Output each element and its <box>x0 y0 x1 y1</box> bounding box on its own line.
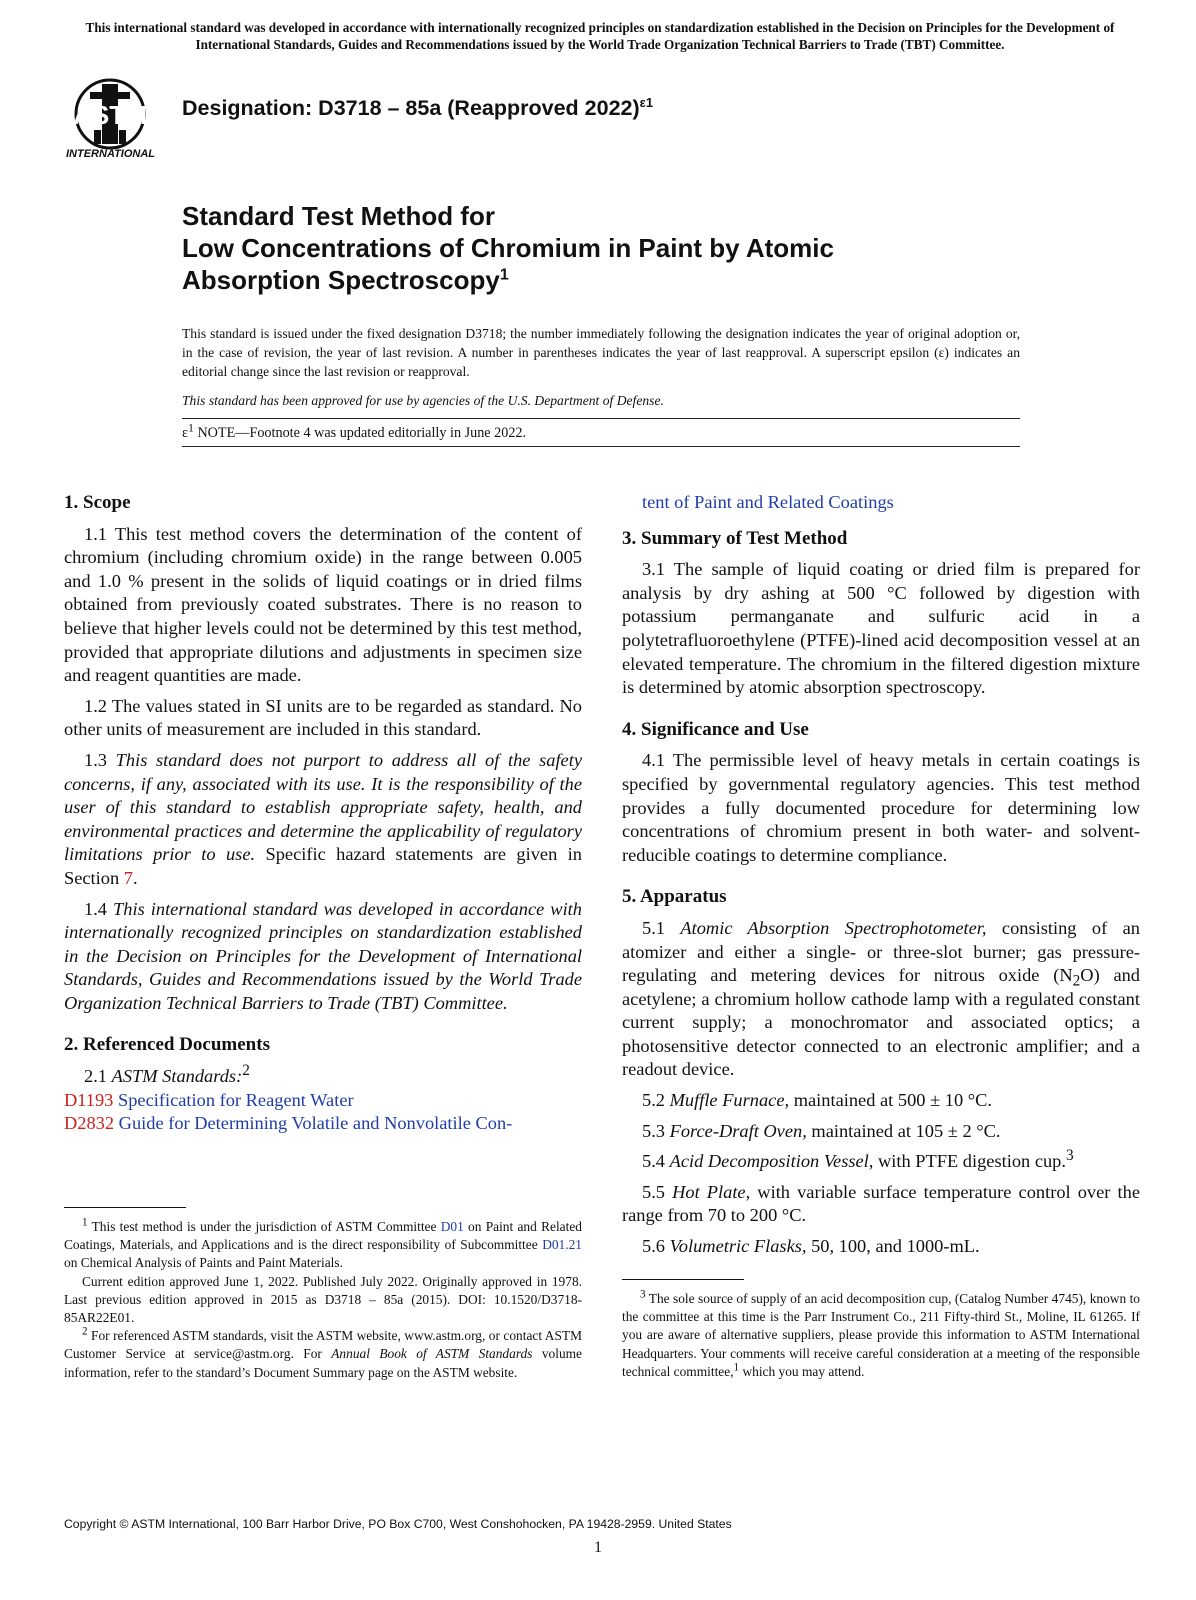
para-5-6 <box>622 1235 1140 1259</box>
para-5-1-b: O) and acetylene; a chromium hollow cathode lamp with a regulated constant current supply; a monochromator and associated optics; a photosensitive detector connected to an electronic amplifier; and a readout device. <box>622 965 1140 1080</box>
para-2-1-sup: 2 <box>242 1061 250 1079</box>
footnote-2-a: For referenced ASTM standards, visit the ASTM website, www.astm.org, or contact ASTM Customer Service at service@astm.org. For <box>64 1328 582 1362</box>
para-5-5-num: 5.5 <box>642 1181 673 1202</box>
logo-label: INTERNATIONAL <box>66 148 156 160</box>
left-footnote-rule <box>64 1207 186 1208</box>
ref-d2832[interactable] <box>64 1112 582 1136</box>
section-4-heading: 4. Significance and Use <box>622 718 809 740</box>
para-1-3-num: 1.3 <box>84 749 116 770</box>
para-1-2: 1.2 The values stated in SI units are to be regarded as standard. No other units of measurement are included in this standard. <box>64 695 582 740</box>
designation-epsilon: ε1 <box>639 94 654 110</box>
footnote-2-sup: 2 <box>82 1325 88 1338</box>
designation <box>182 96 653 121</box>
para-2-1-italic: ASTM Standards: <box>111 1066 243 1087</box>
para-5-5-text: with variable surface temperature control over the range from 70 to 200 °C. <box>622 1181 1140 1226</box>
para-5-5-italic: Hot Plate, <box>672 1181 751 1202</box>
footnote-2-italic: Annual Book of ASTM Standards <box>331 1346 533 1362</box>
footnote-1-sup: 1 <box>82 1216 88 1229</box>
logo-wordmark: ASTM <box>73 100 147 130</box>
document-title <box>182 200 834 296</box>
para-5-3-italic: Force-Draft Oven, <box>669 1120 807 1141</box>
copyright-notice: Copyright © ASTM International, 100 Barr Harbor Drive, PO Box C700, West Conshohocken, PA 19428-2959. United States <box>64 1517 732 1531</box>
footnote-3-a: The sole source of supply of an acid decomposition cup, (Catalog Number 4745), known to the committee at this time is the Parr Instrument Co., 211 Fifty-third St., Moline, IL 61265. If you are aware of alternative suppliers, please provide this information to ASTM International Headquarters. Your comments will receive careful consideration at a meeting of the responsible technical committee, <box>622 1291 1140 1379</box>
para-2-1 <box>64 1061 582 1089</box>
para-5-1-sub: 2 <box>1072 972 1081 990</box>
para-1-3 <box>64 749 582 891</box>
para-5-3-num: 5.3 <box>642 1120 670 1141</box>
para-1-4-num: 1.4 <box>84 898 114 919</box>
footnote-1-b: on Paint and Related Coatings, Materials, and Applications and is the direct responsibility of Subcommittee <box>64 1219 582 1253</box>
para-5-1-italic: Atomic Absorption Spectrophotometer, <box>680 917 987 938</box>
para-5-2-italic: Muffle Furnace, <box>669 1090 790 1111</box>
para-3-1: 3.1 The sample of liquid coating or dried film is prepared for analysis by dry ashing at 500 °C followed by digestion with potassium permanganate and sulfuric acid in a polytetrafluoroethylene (PTFE)-lined acid decomposition vessel at an elevated temperature. The chromium in the filtered digestion mixture is determined by atomic absorption spectroscopy. <box>622 559 1140 698</box>
ref-d1193-code[interactable]: D1193 <box>64 1089 114 1110</box>
para-5-3-text: maintained at 105 ± 2 °C. <box>806 1120 1001 1141</box>
footnote-1-a: This test method is under the jurisdiction of ASTM Committee <box>87 1219 441 1234</box>
committee-d01-link[interactable]: D01 <box>440 1219 464 1234</box>
footnote-1 <box>64 1218 582 1273</box>
astm-logo <box>64 70 170 168</box>
section-3-heading: 3. Summary of Test Method <box>622 527 848 549</box>
intro-paragraph: This standard is issued under the fixed designation D3718; the number immediately following the designation indicates the year of original adoption or, in the case of revision, the year of last revision. A number in parentheses indicates the year of last reapproval. A superscript epsilon (ε) indicates an editorial change since the last revision or reapproval. <box>182 326 1020 379</box>
editorial-note-symbol: ε <box>182 425 188 441</box>
footnote-2 <box>64 1327 582 1382</box>
para-1-3-tail: Specific hazard statements are given in Section <box>64 844 582 888</box>
footnote-2-b: volume information, refer to the standard’s Document Summary page on the ASTM website. <box>64 1346 583 1380</box>
para-5-2-num: 5.2 <box>642 1090 670 1111</box>
para-5-4-italic: Acid Decomposition Vessel, <box>669 1151 874 1172</box>
section-2-heading: 2. Referenced Documents <box>64 1034 270 1056</box>
footnote-1-edition: Current edition approved June 1, 2022. Published July 2022. Originally approved in 1978. Last previous edition approved in 2015 as D3718 – 85a (2015). DOI: 10.1520/D3718-85AR22E01. <box>64 1273 582 1326</box>
para-1-4-italic: This international standard was developed in accordance with internationally recognized principles on standardization established in the Decision on Principles for the Development of International Standards, Guides and Recommendations issued by the World Trade Organization Technical Barriers to Trade (TBT) Committee. <box>64 898 582 1013</box>
editorial-note-sup: 1 <box>187 420 194 435</box>
title-line-1: Standard Test Method for <box>182 201 495 231</box>
para-1-4 <box>64 898 582 1016</box>
para-5-5 <box>622 1181 1140 1228</box>
top-notice: This international standard was developed in accordance with internationally recognized principles on standardization established in the Decision on Principles for the Development of International Standards, Guides and Recommendations issued by the World Trade Organization Technical Barriers to Trade (TBT) Committee. <box>85 20 1115 52</box>
para-5-6-text: 50, 100, and 1000-mL. <box>806 1236 980 1257</box>
para-1-1: 1.1 This test method covers the determination of the content of chromium (including chromium oxide) in the range between 0.005 and 1.0 % present in the solids of liquid coatings or in dried films obtained from previously coated substrates. There is no reason to believe that higher levels could not be determined by this test method, provided that appropriate dilutions and adjustments in specimen size and reagent quantities are made. <box>64 523 582 686</box>
subcommittee-d01-21-link[interactable]: D01.21 <box>542 1237 582 1253</box>
page-number: 1 <box>594 1539 602 1556</box>
para-5-1 <box>622 917 1140 1082</box>
note-rule-top <box>182 418 1020 419</box>
para-5-2-text: maintained at 500 ± 10 °C. <box>789 1090 992 1111</box>
title-footnote-ref: 1 <box>499 266 509 284</box>
editorial-note <box>182 420 527 442</box>
ref-d1193[interactable] <box>64 1089 582 1113</box>
para-2-1-num: 2.1 <box>84 1066 112 1087</box>
editorial-note-text: NOTE—Footnote 4 was updated editorially in June 2022. <box>193 425 527 441</box>
right-footnote-rule <box>622 1279 744 1280</box>
para-5-1-a: consisting of an atomizer and either a single- or three-slot burner; gas pressure-regulating and metering devices for nitrous oxide (N <box>622 917 1140 986</box>
para-5-3 <box>622 1120 1140 1144</box>
section-1-heading: 1. Scope <box>64 492 131 513</box>
para-1-3-italic: This standard does not purport to address all of the safety concerns, if any, associated with its use. It is the responsibility of the user of this standard to establish appropriate safety, health, and environmental practices and determine the applicability of regulatory limitations prior to use. <box>64 749 582 865</box>
para-5-4-text: with PTFE digestion cup. <box>873 1151 1066 1172</box>
footnote-3-sup: 3 <box>640 1288 646 1301</box>
para-1-3-end: . <box>132 867 138 888</box>
para-4-1: 4.1 The permissible level of heavy metals in certain coatings is specified by governmental regulatory agencies. This test method provides a fully documented procedure for determining low concentrations of chromium present in both water- and solvent-reducible coatings to determine compliance. <box>622 750 1140 865</box>
footnote-1-c: on Chemical Analysis of Paints and Paint Materials. <box>64 1255 343 1271</box>
ref-d2832-code[interactable]: D2832 <box>64 1113 115 1134</box>
right-footnotes <box>622 1290 1140 1381</box>
para-5-6-italic: Volumetric Flasks, <box>669 1236 807 1257</box>
designation-text: Designation: D3718 – 85a (Reapproved 2022) <box>182 96 640 120</box>
para-5-4 <box>622 1147 1140 1174</box>
right-column <box>622 491 1140 1266</box>
para-5-4-num: 5.4 <box>642 1151 670 1172</box>
left-footnotes <box>64 1218 582 1382</box>
para-5-2 <box>622 1089 1140 1113</box>
para-5-1-num: 5.1 <box>642 917 681 938</box>
section-5-heading: 5. Apparatus <box>622 886 727 908</box>
note-rule-bottom <box>182 446 1020 447</box>
para-5-6-num: 5.6 <box>642 1236 670 1257</box>
footnote-3-b: which you may attend. <box>739 1363 865 1379</box>
dod-approval-note: This standard has been approved for use by agencies of the U.S. Department of Defense. <box>182 393 664 408</box>
title-line-2: Low Concentrations of Chromium in Paint by Atomic <box>182 233 834 263</box>
title-line-3: Absorption Spectroscopy <box>182 265 500 295</box>
ref-d2832-continued[interactable]: tent of Paint and Related Coatings <box>642 492 894 512</box>
footnote-3-sup2: 1 <box>733 1361 740 1374</box>
ref-d2832-title[interactable]: Guide for Determining Volatile and Nonvolatile Con- <box>114 1113 513 1134</box>
footnote-3 <box>622 1290 1140 1381</box>
para-5-4-sup: 3 <box>1065 1147 1074 1165</box>
ref-d1193-title[interactable]: Specification for Reagent Water <box>113 1089 354 1110</box>
section-7-link[interactable]: 7 <box>123 867 133 888</box>
left-column <box>64 491 582 1143</box>
